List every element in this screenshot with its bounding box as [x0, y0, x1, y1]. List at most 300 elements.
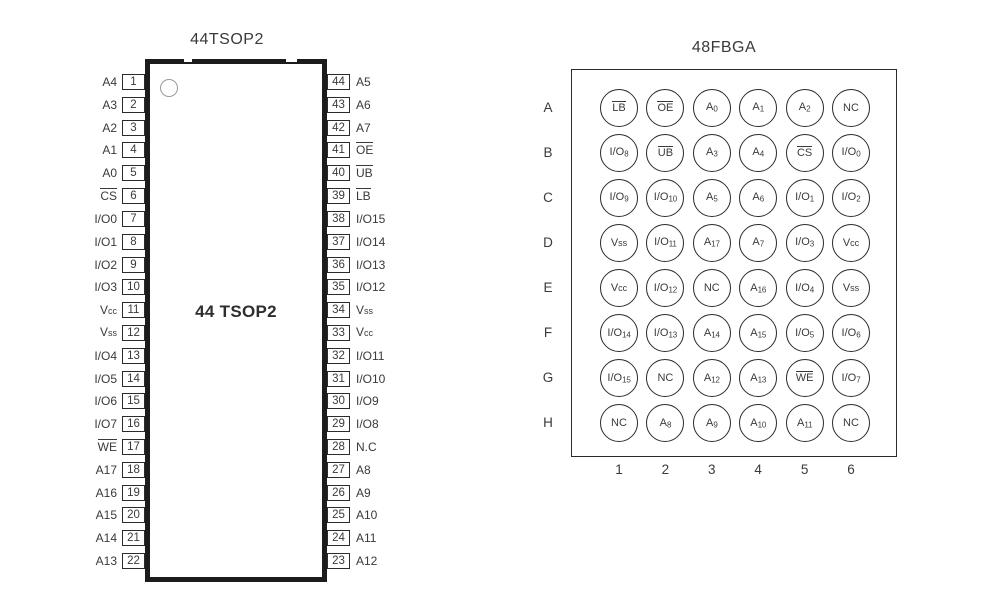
ball-F6-label [842, 327, 861, 340]
fbga-row-label-F: F [543, 324, 553, 340]
signal-text: I/O14 [356, 234, 386, 249]
signal-subscript: 14 [622, 330, 631, 340]
pin-36-number-box: 36 [327, 257, 350, 273]
pin-4-label-a1 [58, 142, 122, 158]
pin1-indicator-circle [160, 79, 178, 97]
pin-29-label-io8 [350, 416, 379, 432]
pin-23-number-box: 23 [327, 553, 350, 569]
pin-2-label-a3 [58, 97, 122, 113]
signal-subscript: 0 [713, 104, 718, 114]
signal-text: A [750, 281, 758, 294]
ball-H5-a11 [786, 404, 824, 442]
signal-text: A12 [356, 554, 378, 568]
tsop2-pin-row-44 [327, 74, 447, 90]
signal-text: I/O [795, 326, 810, 339]
signal-text: I/O [607, 371, 623, 384]
fbga-col-label-2: 2 [661, 462, 670, 477]
ball-D2-io11 [646, 224, 684, 262]
signal-small-suffix: cc [850, 237, 860, 248]
ball-B5-cs [786, 134, 824, 172]
signal-small-suffix: cc [364, 328, 374, 339]
pin-20-label-a15 [58, 507, 122, 523]
pin-16-number-box: 16 [122, 416, 145, 432]
tsop2-pin-row-32 [327, 348, 447, 364]
signal-text: A [703, 236, 712, 249]
tsop2-pin-row-26 [327, 485, 447, 501]
pin-33-label-vcc [350, 324, 373, 341]
tsop2-pin-row-18 [58, 462, 145, 478]
pin-4-number-box: 4 [122, 142, 145, 158]
pin-31-number-box: 31 [327, 371, 350, 387]
overline-signal-text: WE [795, 372, 814, 385]
pin-1-number-box: 1 [122, 74, 145, 90]
pin-12-number-box: 12 [122, 325, 145, 341]
tsop2-pin-row-1 [58, 74, 145, 90]
tsop2-pin-row-40 [327, 165, 447, 181]
pin-14-number-box: 14 [122, 371, 145, 387]
signal-text: I/O [607, 326, 623, 339]
pin-24-number-box: 24 [327, 530, 350, 546]
tsop2-pin-row-35 [327, 279, 447, 295]
ball-C2-io10 [646, 179, 684, 217]
tsop2-pin-row-15 [58, 393, 145, 409]
signal-text: A6 [356, 97, 371, 112]
signal-subscript: 9 [713, 420, 718, 430]
tsop2-pin-row-29 [327, 416, 447, 432]
tsop2-pin-row-12 [58, 325, 145, 341]
ball-G6-io7 [832, 359, 870, 397]
signal-text: I/O10 [356, 371, 386, 386]
signal-subscript: 14 [711, 330, 720, 340]
pin-27-number-box: 27 [327, 462, 350, 478]
pin-9-number-box: 9 [122, 257, 145, 273]
tsop2-pin-row-31 [327, 371, 447, 387]
ball-C5-label [795, 191, 814, 204]
ball-H6-nc [832, 404, 870, 442]
ball-E5-label [795, 282, 814, 295]
pin-15-number-box: 15 [122, 393, 145, 409]
ball-C3-a5 [693, 179, 731, 217]
ball-B6-io0 [832, 134, 870, 172]
pin-15-label-io6 [58, 393, 122, 409]
ball-A4-label [752, 101, 764, 114]
pin-5-label-a0 [58, 165, 122, 181]
pin-32-number-box: 32 [327, 348, 350, 364]
fbga-col-label-3: 3 [708, 462, 716, 477]
ball-F3-label [704, 327, 720, 340]
signal-text: A [706, 146, 714, 159]
pin-7-number-box: 7 [122, 211, 145, 227]
tsop2-pin-row-28 [327, 439, 447, 455]
signal-subscript: 10 [757, 420, 767, 430]
ball-D4-a7 [739, 224, 777, 262]
signal-small-suffix: cc [618, 282, 628, 293]
signal-text: I/O12 [356, 280, 386, 295]
signal-text: A [706, 101, 714, 114]
signal-text: A [703, 371, 712, 384]
signal-subscript: 15 [757, 330, 767, 340]
signal-subscript: 15 [622, 375, 631, 385]
ball-B4-label [752, 146, 764, 159]
pin-17-label-we [58, 439, 122, 455]
tsop2-pin-row-42 [327, 120, 447, 136]
ball-G4-a13 [739, 359, 777, 397]
pin-19-number-box: 19 [122, 485, 145, 501]
ball-G3-label [704, 372, 720, 385]
signal-text: NC [611, 417, 627, 429]
signal-subscript: 1 [759, 104, 764, 114]
ball-C4-a6 [739, 179, 777, 217]
ball-H6-label [843, 417, 859, 429]
ball-C6-label [842, 191, 861, 204]
ball-H5-label [797, 417, 812, 430]
tsop2-title: 44TSOP2 [190, 31, 264, 48]
tsop2-pin-row-2 [58, 97, 145, 113]
signal-text: V [356, 325, 365, 340]
ball-H1-nc [600, 404, 638, 442]
signal-subscript: 10 [668, 194, 677, 204]
pin-31-label-io10 [350, 371, 385, 387]
signal-subscript: 4 [809, 285, 815, 295]
ball-H3-label [706, 417, 718, 430]
signal-text: I/O15 [356, 211, 386, 226]
fbga-col-label-5: 5 [800, 462, 809, 477]
ball-F1-io14 [600, 314, 638, 352]
signal-text: I/O [653, 326, 669, 339]
signal-text: I/O [795, 281, 810, 294]
pin-40-number-box: 40 [327, 165, 350, 181]
pin-6-label-cs [58, 188, 122, 204]
signal-subscript: 5 [809, 330, 815, 340]
signal-text: A [750, 326, 758, 339]
ball-A2-oe [646, 89, 684, 127]
pin-41-number-box: 41 [327, 142, 350, 158]
pin-6-number-box: 6 [122, 188, 145, 204]
tsop2-pin-row-13 [58, 348, 145, 364]
ball-G3-a12 [693, 359, 731, 397]
pin-40-label-ub [350, 165, 373, 181]
signal-subscript: 8 [666, 420, 672, 430]
fbga-col-label-6: 6 [847, 462, 855, 477]
signal-text: A [706, 191, 714, 204]
signal-text: A8 [356, 462, 371, 477]
ball-A4-a1 [739, 89, 777, 127]
tsop2-pin-row-20 [58, 507, 145, 523]
ball-D3-a17 [693, 224, 731, 262]
pin-14-label-io5 [58, 371, 122, 387]
pin-37-label-io14 [350, 234, 385, 250]
tsop2-pin-row-10 [58, 279, 145, 295]
signal-subscript: 7 [856, 375, 861, 385]
ball-A1-lb [600, 89, 638, 127]
pin-22-number-box: 22 [122, 553, 145, 569]
signal-text: A [798, 101, 807, 114]
tsop2-pin-row-34 [327, 302, 447, 318]
pin-38-label-io15 [350, 211, 385, 227]
ball-D6-label [843, 237, 859, 249]
fbga-row-label-D: D [543, 234, 553, 250]
signal-text: I/O7 [94, 417, 117, 432]
pin-10-label-io3 [58, 279, 122, 295]
pin-39-number-box: 39 [327, 188, 350, 204]
signal-text: A9 [356, 485, 371, 500]
pin-8-label-io1 [58, 234, 122, 250]
ball-F5-label [795, 327, 814, 340]
ball-C4-label [752, 191, 764, 204]
pin-32-label-io11 [350, 348, 384, 364]
signal-subscript: 17 [711, 239, 720, 249]
signal-text: V [99, 302, 108, 317]
signal-text: I/O [795, 191, 810, 204]
ball-G5-we [786, 359, 824, 397]
signal-small-suffix: ss [364, 305, 374, 316]
ball-E5-io4 [786, 269, 824, 307]
signal-small-suffix: cc [108, 305, 117, 316]
signal-text: I/O [654, 236, 669, 249]
ball-E3-nc [693, 269, 731, 307]
signal-subscript: 9 [624, 194, 629, 204]
overline-signal-text: UB [657, 146, 674, 159]
ball-A1-label [612, 101, 625, 115]
signal-text: A [752, 236, 760, 249]
ball-C2-label [654, 191, 677, 204]
tsop2-pin-row-21 [58, 530, 145, 546]
tsop2-pin-row-23 [327, 553, 447, 569]
overline-signal-text: OE [657, 101, 674, 114]
ball-E2-label [654, 282, 677, 295]
pin-42-label-a7 [350, 120, 371, 136]
pin-29-number-box: 29 [327, 416, 350, 432]
chip-top-notch [184, 59, 192, 62]
ball-G1-io15 [600, 359, 638, 397]
pin-21-number-box: 21 [122, 530, 145, 546]
signal-text: A1 [102, 143, 117, 158]
pin-7-label-io0 [58, 211, 122, 227]
signal-text: A14 [95, 531, 117, 546]
ball-A5-label [799, 101, 811, 114]
ball-A5-a2 [786, 89, 824, 127]
signal-text: A2 [102, 120, 117, 135]
tsop2-center-label: 44 TSOP2 [195, 302, 277, 321]
ball-E4-label [750, 282, 766, 295]
signal-text: A [752, 191, 760, 204]
tsop2-pin-row-43 [327, 97, 447, 113]
ball-A2-label [657, 101, 673, 115]
signal-text: I/O [841, 146, 857, 159]
overline-signal-text: LB [612, 101, 626, 114]
signal-text: A4 [102, 75, 117, 89]
ball-F1-label [607, 327, 630, 340]
signal-text: A7 [356, 120, 371, 135]
ball-C3-label [706, 191, 718, 204]
tsop2-pin-row-33 [327, 325, 447, 341]
signal-text: N.C [356, 440, 377, 454]
pin-10-number-box: 10 [122, 279, 145, 295]
pin-33-number-box: 33 [327, 325, 350, 341]
tsop2-pin-row-24 [327, 530, 447, 546]
signal-subscript: 7 [759, 239, 764, 249]
signal-subscript: 11 [668, 239, 677, 249]
tsop2-pin-row-22 [58, 553, 145, 569]
signal-text: V [610, 236, 619, 249]
signal-text: I/O0 [94, 211, 117, 226]
pin-17-number-box: 17 [122, 439, 145, 455]
signal-small-suffix: ss [618, 237, 628, 248]
pin-27-label-a8 [350, 462, 371, 478]
signal-text: A [659, 416, 667, 429]
pin-35-label-io12 [350, 279, 385, 295]
tsop2-pin-row-36 [327, 257, 447, 273]
pin-39-label-lb [350, 188, 371, 204]
pin-24-label-a11 [350, 530, 376, 546]
overline-signal-text: CS [100, 189, 117, 204]
ball-E1-label [611, 282, 627, 294]
pin-9-label-io2 [58, 257, 122, 273]
signal-text: A13 [95, 554, 117, 568]
pin-30-label-io9 [350, 393, 379, 409]
signal-text: A [752, 146, 760, 159]
signal-text: V [610, 281, 619, 294]
signal-text: I/O [653, 281, 669, 294]
signal-subscript: 2 [856, 194, 861, 204]
tsop2-pin-row-11 [58, 302, 145, 318]
ball-G1-label [607, 372, 630, 385]
fbga-col-label-1: 1 [615, 462, 623, 477]
ball-B3-a3 [693, 134, 731, 172]
signal-text: A [750, 371, 758, 384]
pin-30-number-box: 30 [327, 393, 350, 409]
signal-text: A16 [95, 485, 117, 500]
tsop2-pin-row-27 [327, 462, 447, 478]
tsop2-pin-row-4 [58, 142, 145, 158]
signal-subscript: 12 [711, 375, 720, 385]
pin-8-number-box: 8 [122, 234, 145, 250]
signal-subscript: 3 [809, 239, 815, 249]
ball-B2-ub [646, 134, 684, 172]
fbga-col-label-4: 4 [754, 462, 762, 477]
ball-D2-label [654, 236, 677, 249]
signal-text: A [750, 416, 758, 429]
signal-subscript: 13 [757, 375, 767, 385]
ball-F2-label [654, 327, 677, 340]
signal-text: I/O [609, 191, 625, 204]
ball-F3-a14 [693, 314, 731, 352]
signal-text: I/O [841, 371, 857, 384]
overline-signal-text: LB [356, 189, 371, 204]
signal-small-suffix: ss [108, 328, 117, 339]
signal-text: NC [843, 417, 859, 429]
ball-A6-nc [832, 89, 870, 127]
pin-25-label-a10 [350, 507, 377, 523]
tsop2-pin-row-8 [58, 234, 145, 250]
signal-text: NC [703, 281, 720, 294]
fbga-title: 48FBGA [691, 39, 757, 56]
signal-text: A10 [356, 508, 378, 523]
tsop2-pin-row-17 [58, 439, 145, 455]
fbga-row-label-A: A [543, 99, 553, 115]
pin-41-label-oe [350, 142, 373, 158]
pin-3-label-a2 [58, 120, 122, 136]
signal-text: V [842, 236, 851, 249]
signal-text: NC [843, 101, 859, 114]
ball-F4-label [750, 327, 766, 340]
ball-E4-a16 [739, 269, 777, 307]
ball-E6-vss [832, 269, 870, 307]
pin-13-label-io4 [58, 348, 122, 364]
tsop2-pin-row-38 [327, 211, 447, 227]
signal-text: A15 [95, 508, 117, 523]
overline-signal-text: UB [356, 166, 373, 181]
pin-13-number-box: 13 [122, 348, 145, 364]
tsop2-pin-row-30 [327, 393, 447, 409]
overline-signal-text: OE [356, 143, 374, 158]
ball-B2-label [658, 146, 673, 160]
pin-28-number-box: 28 [327, 439, 350, 455]
ball-H2-label [660, 417, 672, 430]
signal-small-suffix: ss [850, 282, 860, 293]
pin-5-number-box: 5 [122, 165, 145, 181]
pin-2-number-box: 2 [122, 97, 145, 113]
pin-12-label-vss [58, 324, 122, 341]
ball-H4-label [750, 417, 766, 430]
signal-text: V [99, 325, 108, 340]
signal-text: A [796, 416, 805, 429]
pin-1-label-a4 [58, 74, 122, 90]
signal-text: I/O13 [356, 257, 386, 272]
pin-18-number-box: 18 [122, 462, 145, 478]
signal-subscript: 16 [757, 285, 767, 295]
ball-A6-label [843, 102, 859, 114]
ball-D5-label [795, 236, 814, 249]
tsop2-pin-row-9 [58, 257, 145, 273]
pin-21-label-a14 [58, 530, 122, 546]
pin-11-label-vcc [58, 302, 122, 319]
ball-G4-label [750, 372, 766, 385]
ball-B3-label [706, 146, 718, 159]
signal-subscript: 6 [759, 194, 764, 204]
ball-D6-vcc [832, 224, 870, 262]
signal-subscript: 11 [804, 420, 813, 430]
signal-subscript: 2 [806, 104, 811, 114]
tsop2-pin-row-3 [58, 120, 145, 136]
ball-E6-label [843, 282, 859, 294]
pin-11-number-box: 11 [122, 302, 145, 318]
pin-43-number-box: 43 [327, 97, 350, 113]
ball-A3-a0 [693, 89, 731, 127]
ball-C5-io1 [786, 179, 824, 217]
pin-26-label-a9 [350, 485, 371, 501]
signal-subscript: 3 [713, 149, 718, 159]
signal-subscript: 8 [624, 149, 629, 159]
fbga-row-label-C: C [543, 189, 553, 205]
pin-3-number-box: 3 [122, 120, 145, 136]
ball-E3-label [704, 282, 720, 294]
signal-text: I/O4 [94, 348, 117, 363]
ball-D5-io3 [786, 224, 824, 262]
ball-D1-label [611, 237, 627, 249]
signal-text: I/O [841, 191, 857, 204]
signal-text: A [703, 326, 712, 339]
ball-D1-vss [600, 224, 638, 262]
pin-44-label-a5 [350, 74, 371, 90]
ball-E2-io12 [646, 269, 684, 307]
signal-text: I/O [841, 326, 857, 339]
ball-D3-label [704, 236, 720, 249]
pin-36-label-io13 [350, 257, 385, 273]
ball-H1-label [611, 417, 627, 429]
signal-text: V [356, 302, 365, 317]
ball-F4-a15 [739, 314, 777, 352]
